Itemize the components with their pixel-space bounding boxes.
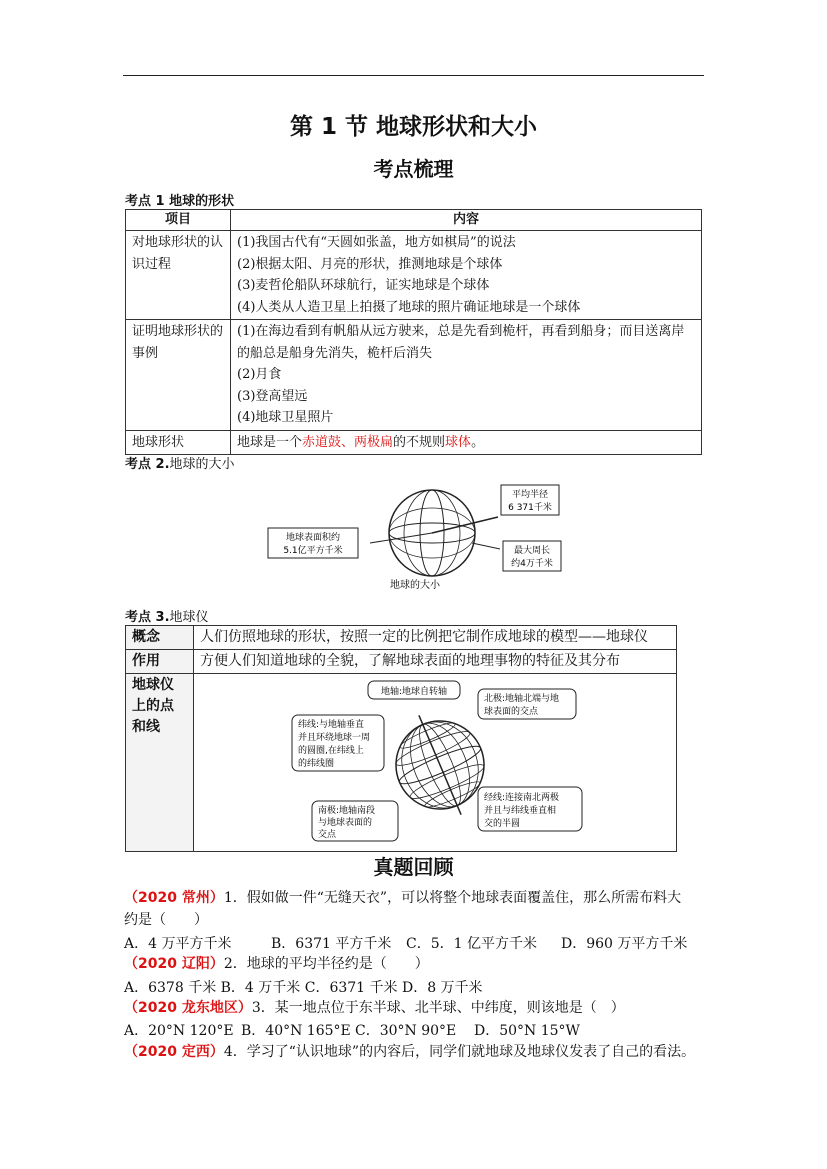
south-pole-label-2: 与地球表面的 xyxy=(318,818,373,828)
section-subtitle: 考点梳理 xyxy=(373,157,454,181)
earth-shape-table xyxy=(125,209,702,455)
q1-option-d: D．960 万平方千米 xyxy=(561,936,688,952)
north-pole-label-2: 球表面的交点 xyxy=(484,707,539,717)
diagram-caption: 地球的大小 xyxy=(390,580,440,591)
circ-label-2: 约4万千米 xyxy=(511,559,553,569)
review-heading: 真题回顾 xyxy=(373,855,454,879)
axis-label: 地轴:地球自转轴 xyxy=(380,687,448,697)
q3-option-c: C．30°N 90°E xyxy=(355,1023,457,1039)
q3-option-b: B．40°N 165°E xyxy=(241,1023,351,1039)
latitude-label-4: 的纬线圈 xyxy=(298,759,335,769)
question-1: （2020 常州）1．假如做一件“无缝天衣”，可以将整个地球表面覆盖住，那么所需布料大 xyxy=(124,890,682,906)
north-pole-label-1: 北极:地轴北端与地 xyxy=(484,694,560,704)
q2-options: A．6378 千米 B．4 万千米 C．6371 千米 D．8 万千米 xyxy=(124,980,483,996)
question-1-cont: 约是（ ） xyxy=(124,912,208,928)
globe-diagram-cell xyxy=(194,674,677,852)
longitude-label-3: 交的半圆 xyxy=(484,819,521,829)
globe-table xyxy=(125,625,677,852)
header-rule xyxy=(123,75,704,76)
longitude-label-1: 经线:连接南北两极 xyxy=(484,793,560,803)
globe-diagram xyxy=(200,675,670,843)
q1-option-a: A．4 万平方千米 xyxy=(124,936,232,952)
row3-content: 地球是一个赤道鼓、两极扁的不规则球体。 xyxy=(231,430,702,455)
use-value: 方便人们知道地球的全貌，了解地球表面的地理事物的特征及其分布 xyxy=(194,650,677,674)
latitude-label-1: 纬线:与地轴垂直 xyxy=(298,720,365,730)
radius-label-2: 6 371千米 xyxy=(508,503,552,513)
k1-heading: 考点 1 地球的形状 xyxy=(125,194,235,209)
south-pole-label-1: 南极:地轴南段 xyxy=(318,806,376,816)
page-title: 第 1 节 地球形状和大小 xyxy=(289,114,538,140)
question-4: （2020 定西）4．学习了“认识地球”的内容后，同学们就地球及地球仪发表了自己的看法。 xyxy=(124,1044,696,1060)
row1-item: 对地球形状的认识过程 xyxy=(126,231,231,320)
q1-option-c: C．5．1 亿平方千米 xyxy=(406,936,537,952)
q3-option-a: A．20°N 120°E xyxy=(124,1023,234,1039)
q1-option-b: B．6371 平方千米 xyxy=(271,936,392,952)
k3-heading: 考点 3.地球仪 xyxy=(125,610,209,625)
earth-size-diagram xyxy=(260,475,570,595)
radius-label-1: 平均半径 xyxy=(511,490,549,500)
points-key: 地球仪上的点和线 xyxy=(126,674,194,852)
row2-item: 证明地球形状的事例 xyxy=(126,320,231,431)
latitude-label-2: 并且环绕地球一周 xyxy=(298,733,371,743)
south-pole-label-3: 交点 xyxy=(318,830,337,840)
col-content: 内容 xyxy=(231,210,702,231)
q3-option-d: D．50°N 15°W xyxy=(474,1023,580,1039)
longitude-label-2: 并且与纬线垂直相 xyxy=(484,806,557,816)
latitude-label-3: 的圆圈,在纬线上 xyxy=(298,746,364,756)
concept-key: 概念 xyxy=(126,626,194,650)
area-label-2: 5.1亿平方千米 xyxy=(283,546,343,556)
row2-content: (1)在海边看到有帆船从远方驶来，总是先看到桅杆，再看到船身；而目送离岸的船总是船身先消失，桅杆后消失 (2)月食 (3)登高望远 (4)地球卫星照片 xyxy=(231,320,702,431)
row3-item: 地球形状 xyxy=(126,430,231,455)
use-key: 作用 xyxy=(126,650,194,674)
question-2: （2020 辽阳）2．地球的平均半径约是（ ） xyxy=(124,956,429,972)
k2-heading: 考点 2.地球的大小 xyxy=(125,457,235,472)
row1-content: (1)我国古代有“天圆如张盖，地方如棋局”的说法 (2)根据太阳、月亮的形状，推测地球是个球体 (3)麦哲伦船队环球航行，证实地球是个球体 (4)人类从人造卫星上拍摄了地球的照片确证地球是一个球体 xyxy=(231,231,702,320)
question-3: （2020 龙东地区）3．某一地点位于东半球、北半球、中纬度，则该地是（ ） xyxy=(124,1000,625,1016)
concept-value: 人们仿照地球的形状，按照一定的比例把它制作成地球的模型——地球仪 xyxy=(194,626,677,650)
area-label-1: 地球表面积约 xyxy=(285,533,341,543)
col-item: 项目 xyxy=(126,210,231,231)
circ-label-1: 最大周长 xyxy=(513,546,551,556)
